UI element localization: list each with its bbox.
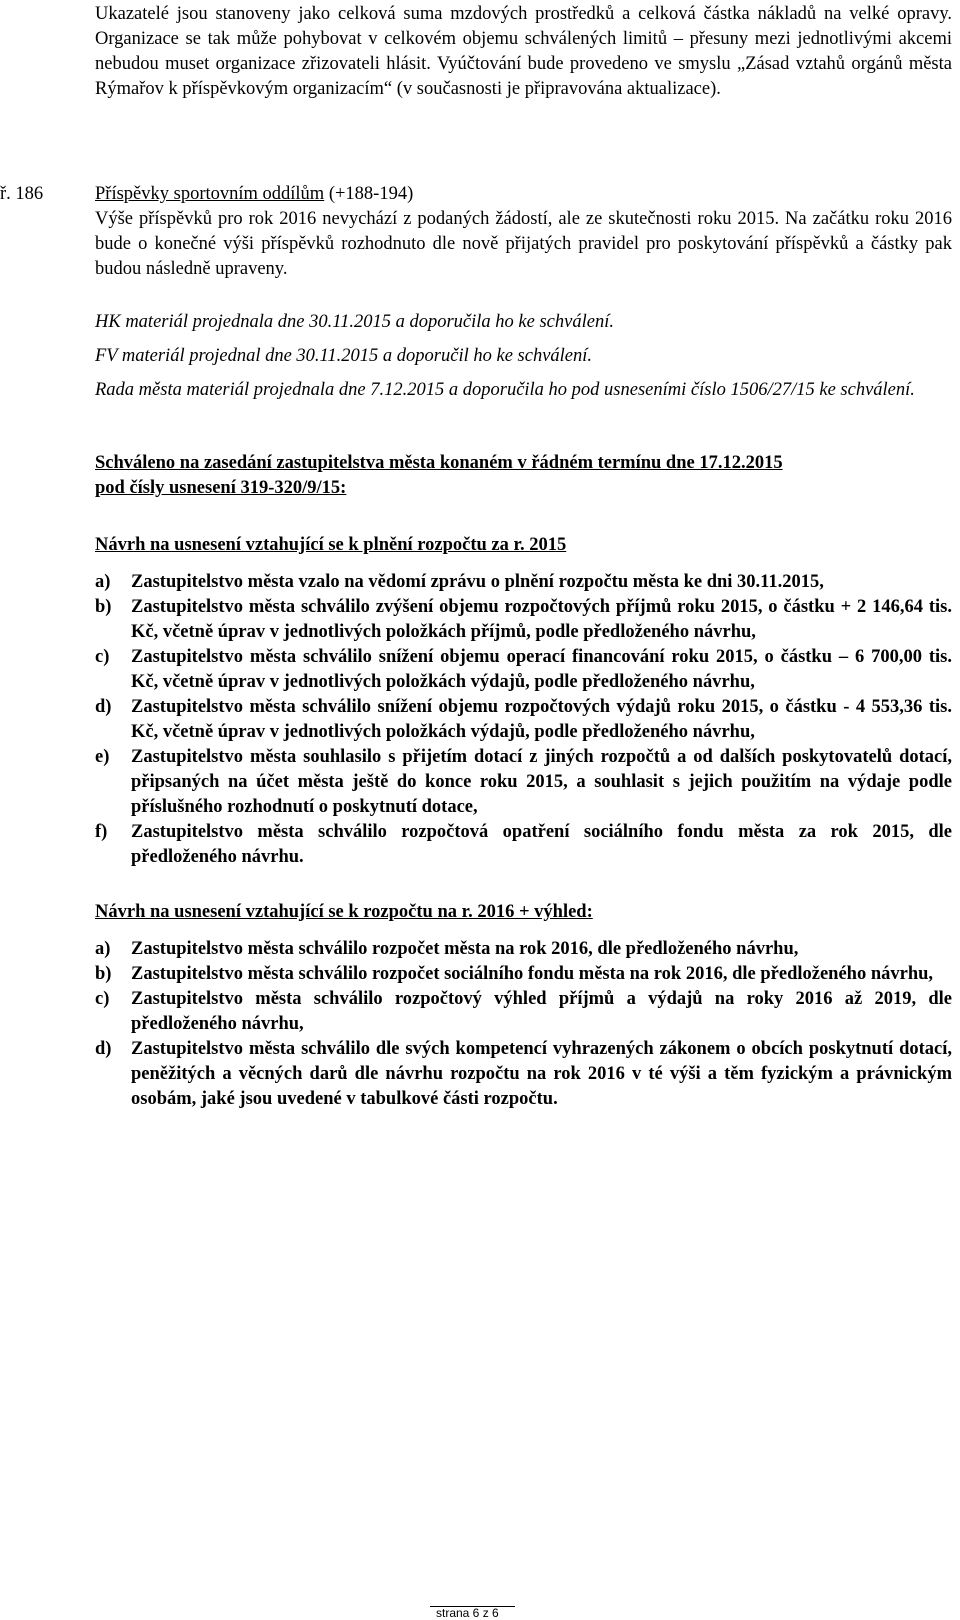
list-text: Zastupitelstvo města schválilo rozpočet města na rok 2016, dle předloženého návrhu, bbox=[131, 939, 799, 959]
item-title-ref: (+188-194) bbox=[328, 184, 414, 204]
page-footer: strana 6 z 6 bbox=[436, 1606, 499, 1620]
list-text: Zastupitelstvo města schválilo rozpočet sociálního fondu města na rok 2016, dle předloženého návrhu, bbox=[131, 964, 934, 984]
section-2016-title: Návrh na usnesení vztahující se k rozpočtu na r. 2016 + výhled: bbox=[95, 902, 593, 922]
item-title-line bbox=[95, 182, 952, 207]
list-item bbox=[95, 987, 952, 1037]
note-hk: HK materiál projednala dne 30.11.2015 a doporučila ho ke schválení. bbox=[95, 312, 614, 332]
list-letter: b) bbox=[95, 597, 112, 617]
list-letter: f) bbox=[95, 822, 108, 842]
note-rada: Rada města materiál projednala dne 7.12.2015 a doporučila ho pod usneseními číslo 1506/27/15 ke schválení. bbox=[95, 380, 915, 400]
list-text: Zastupitelstvo města schválilo dle svých kompetencí vyhrazených zákonem o obcích poskytnutí dotací, peněžitých a věcných darů dle návrhu rozpočtu na rok 2016 v té výši a těm fyzickým a právnickým osobám, jaké jsou uvedené v tabulkové části rozpočtu. bbox=[131, 1039, 952, 1109]
list-item bbox=[95, 962, 952, 987]
item-number: ř. 186 bbox=[0, 184, 44, 204]
section-2015-title: Návrh na usnesení vztahující se k plnění rozpočtu za r. 2015 bbox=[95, 535, 567, 555]
approved-statement bbox=[95, 451, 952, 501]
section-2015-list bbox=[95, 570, 952, 870]
intro-paragraph: Ukazatelé jsou stanoveny jako celková suma mzdových prostředků a celková částka nákladů na velké opravy. Organizace se tak může pohybovat v celkovém objemu schválených limitů – přesuny mezi jednotlivými akcemi nebudou muset organizace zřizovateli hlásit. Vyúčtování bude provedeno ve smyslu „Zásad vztahů orgánů města Rýmařov k příspěvkovým organizacím“ (v současnosti je připravována aktualizace). bbox=[95, 4, 952, 99]
approved-line-1: Schváleno na zasedání zastupitelstva města konaném v řádném termínu dne 17.12.2015 bbox=[95, 453, 783, 473]
list-text: Zastupitelstvo města vzalo na vědomí zprávu o plnění rozpočtu města ke dni 30.11.2015, bbox=[131, 572, 824, 592]
list-item bbox=[95, 645, 952, 695]
list-letter: b) bbox=[95, 964, 112, 984]
list-item bbox=[95, 745, 952, 820]
list-text: Zastupitelstvo města schválilo snížení objemu rozpočtových výdajů roku 2015, o částku - 4 553,36 tis. Kč, včetně úprav v jednotlivých položkách výdajů, podle předloženého návrhu, bbox=[131, 697, 952, 742]
note-fv: FV materiál projednal dne 30.11.2015 a doporučil ho ke schválení. bbox=[95, 346, 593, 366]
list-text: Zastupitelstvo města schválilo rozpočtový výhled příjmů a výdajů na roky 2016 až 2019, dle předloženého návrhu, bbox=[131, 989, 952, 1034]
list-text: Zastupitelstvo města schválilo snížení objemu operací financování roku 2015, o částku – 6 700,00 tis. Kč, včetně úprav v jednotlivých položkách výdajů, podle předloženého návrhu, bbox=[131, 647, 952, 692]
section-2016-list bbox=[95, 937, 952, 1112]
list-item bbox=[95, 820, 952, 870]
list-letter: a) bbox=[95, 572, 111, 592]
list-text: Zastupitelstvo města souhlasilo s přijetím dotací z jiných rozpočtů a od dalších poskytovatelů dotací, připsaných na účet města ještě do konce roku 2015, a souhlasit s jejich použitím na výdaje podle příslušného rozhodnutí o poskytnutí dotace, bbox=[131, 747, 952, 817]
list-item bbox=[95, 695, 952, 745]
list-item bbox=[95, 595, 952, 645]
budget-item-186 bbox=[0, 182, 952, 282]
list-letter: d) bbox=[95, 1039, 112, 1059]
approved-line-2: pod čísly usnesení 319-320/9/15: bbox=[95, 478, 347, 498]
list-letter: e) bbox=[95, 747, 110, 767]
list-text: Zastupitelstvo města schválilo zvýšení objemu rozpočtových příjmů roku 2015, o částku + 2 146,64 tis. Kč, včetně úprav v jednotlivých položkách příjmů, podle předloženého návrhu, bbox=[131, 597, 952, 642]
list-letter: c) bbox=[95, 989, 110, 1009]
item-body: Výše příspěvků pro rok 2016 nevychází z podaných žádostí, ale ze skutečnosti roku 2015. Na začátku roku 2016 bude o konečné výši příspěvků rozhodnuto dle nově přijatých pravidel pro poskytování příspěvků a částky pak budou následně upraveny. bbox=[95, 209, 952, 279]
list-letter: a) bbox=[95, 939, 111, 959]
list-letter: c) bbox=[95, 647, 110, 667]
item-title: Příspěvky sportovním oddílům bbox=[95, 184, 325, 204]
list-item bbox=[95, 937, 952, 962]
list-letter: d) bbox=[95, 697, 112, 717]
list-item bbox=[95, 570, 952, 595]
list-item bbox=[95, 1037, 952, 1112]
list-text: Zastupitelstvo města schválilo rozpočtová opatření sociálního fondu města za rok 2015, dle předloženého návrhu. bbox=[131, 822, 952, 867]
